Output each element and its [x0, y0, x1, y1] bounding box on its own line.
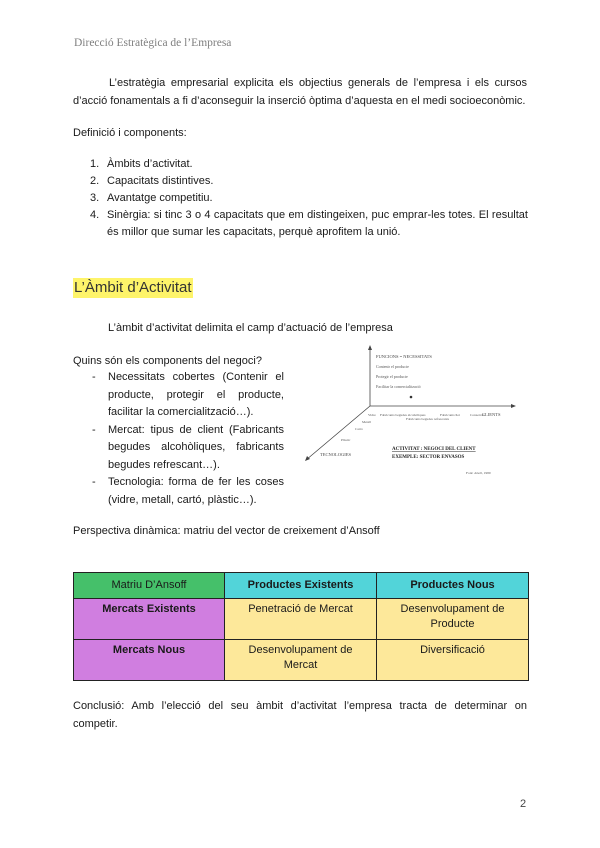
- abell-diagram: [300, 344, 528, 516]
- intro-paragraph: [73, 74, 527, 110]
- table-row: [74, 640, 529, 681]
- list-item: 1. Àmbits d’activitat.: [90, 158, 193, 170]
- diagram-caption: EXEMPLE: SECTOR ENVASOS: [392, 455, 465, 460]
- diagram-tech: Plàstic: [341, 438, 351, 442]
- diagram-axis-right: CLIENTS: [482, 412, 501, 417]
- components-question: Quins són els components del negoci?: [73, 355, 262, 367]
- table-row: [74, 573, 529, 599]
- table-row: [74, 599, 529, 640]
- list-item: - Mercat: tipus de client (Fabricants begudes alcohòliques, fabricants begudes refrescant…).: [92, 423, 284, 471]
- arrowhead: [368, 345, 372, 350]
- diagram-source: Font: Abell, 1980: [466, 471, 491, 475]
- section-subtitle: L’àmbit d’activitat delimita el camp d’actuació de l’empresa: [108, 322, 393, 334]
- diagram-dot: [410, 396, 413, 399]
- list-item: - Tecnologia: forma de fer les coses (vidre, metall, cartó, plàstic…).: [92, 476, 284, 506]
- intro-line-2: d’acció fonamentals a fi d’aconseguir la inserció òptima d’aquesta en el medi socioeconòmic.: [73, 95, 526, 107]
- diagram-tech: Cartó: [355, 427, 363, 431]
- ansoff-col-header: Productes Existents: [225, 573, 377, 599]
- page-header: Direcció Estratègica de l’Empresa: [74, 37, 232, 49]
- abell-diagram-svg: [300, 344, 528, 516]
- ansoff-cell: Penetració de Mercat: [225, 599, 377, 640]
- diagram-need: Facilitar la comercialització: [376, 384, 421, 389]
- intro-line-1: L’estratègia empresarial explicita els objectius generals de l’empresa i els cursos: [109, 77, 527, 89]
- diagram-tech: Metall: [362, 420, 372, 424]
- diagram-need: Protegir el producte: [376, 374, 408, 379]
- list-item: 2. Capacitats distintives.: [90, 175, 214, 187]
- conclusion-line-1: Conclusió: Amb l’elecció del seu àmbit d’activitat l’empresa tracta de determinar on: [73, 700, 527, 712]
- diagram-tech: Vidre: [368, 413, 376, 417]
- diagram-tech-axis: TECNOLOGIES: [320, 452, 351, 457]
- ansoff-cell: Desenvolupament de Mercat: [225, 640, 377, 681]
- list-item: 3. Avantatge competitiu.: [90, 192, 213, 204]
- conclusion-paragraph: [73, 697, 527, 733]
- diagram-need: Contenir el producte: [376, 364, 409, 369]
- business-components-list: [78, 369, 284, 509]
- components-list: [90, 156, 528, 241]
- ansoff-col-header: Productes Nous: [377, 573, 529, 599]
- ansoff-corner: Matriu D’Ansoff: [74, 573, 225, 599]
- section-heading: L’Àmbit d’Activitat: [74, 279, 192, 296]
- list-item: - Necessitats cobertes (Contenir el producte, protegir el producte, facilitar la comercialització…).: [92, 371, 284, 418]
- diagram-market: Fabricants begudes refrescants: [406, 417, 449, 421]
- diagram-market: Fabricants begudes alcohòliques: [380, 413, 426, 417]
- ansoff-row-header: Mercats Existents: [74, 599, 225, 640]
- list-item: 4. Sinèrgia: si tinc 3 o 4 capacitats que em distingeixen, puc emprar-les totes. El resultat és millor que sumar les capacitats, perquè aprofitem la unió.: [90, 209, 528, 238]
- diagram-caption: ACTIVITAT : NEGOCI DEL CLIENT: [392, 447, 476, 452]
- ansoff-matrix: [73, 572, 529, 681]
- page-number: 2: [520, 798, 527, 810]
- conclusion-line-2: competir.: [73, 718, 118, 730]
- ansoff-row-header: Mercats Nous: [74, 640, 225, 681]
- arrowhead: [511, 404, 516, 408]
- ansoff-cell: Desenvolupament de Producte: [377, 599, 529, 640]
- diagram-market: Fabricants llet: [440, 413, 460, 417]
- diagram-axis-top: FUNCIONS = NECESSITATS: [376, 354, 432, 359]
- ansoff-intro: Perspectiva dinàmica: matriu del vector de creixement d’Ansoff: [73, 525, 380, 537]
- definition-title: Definició i components:: [73, 127, 187, 139]
- ansoff-cell: Diversificació: [377, 640, 529, 681]
- diagram-market: Conserves: [470, 413, 485, 417]
